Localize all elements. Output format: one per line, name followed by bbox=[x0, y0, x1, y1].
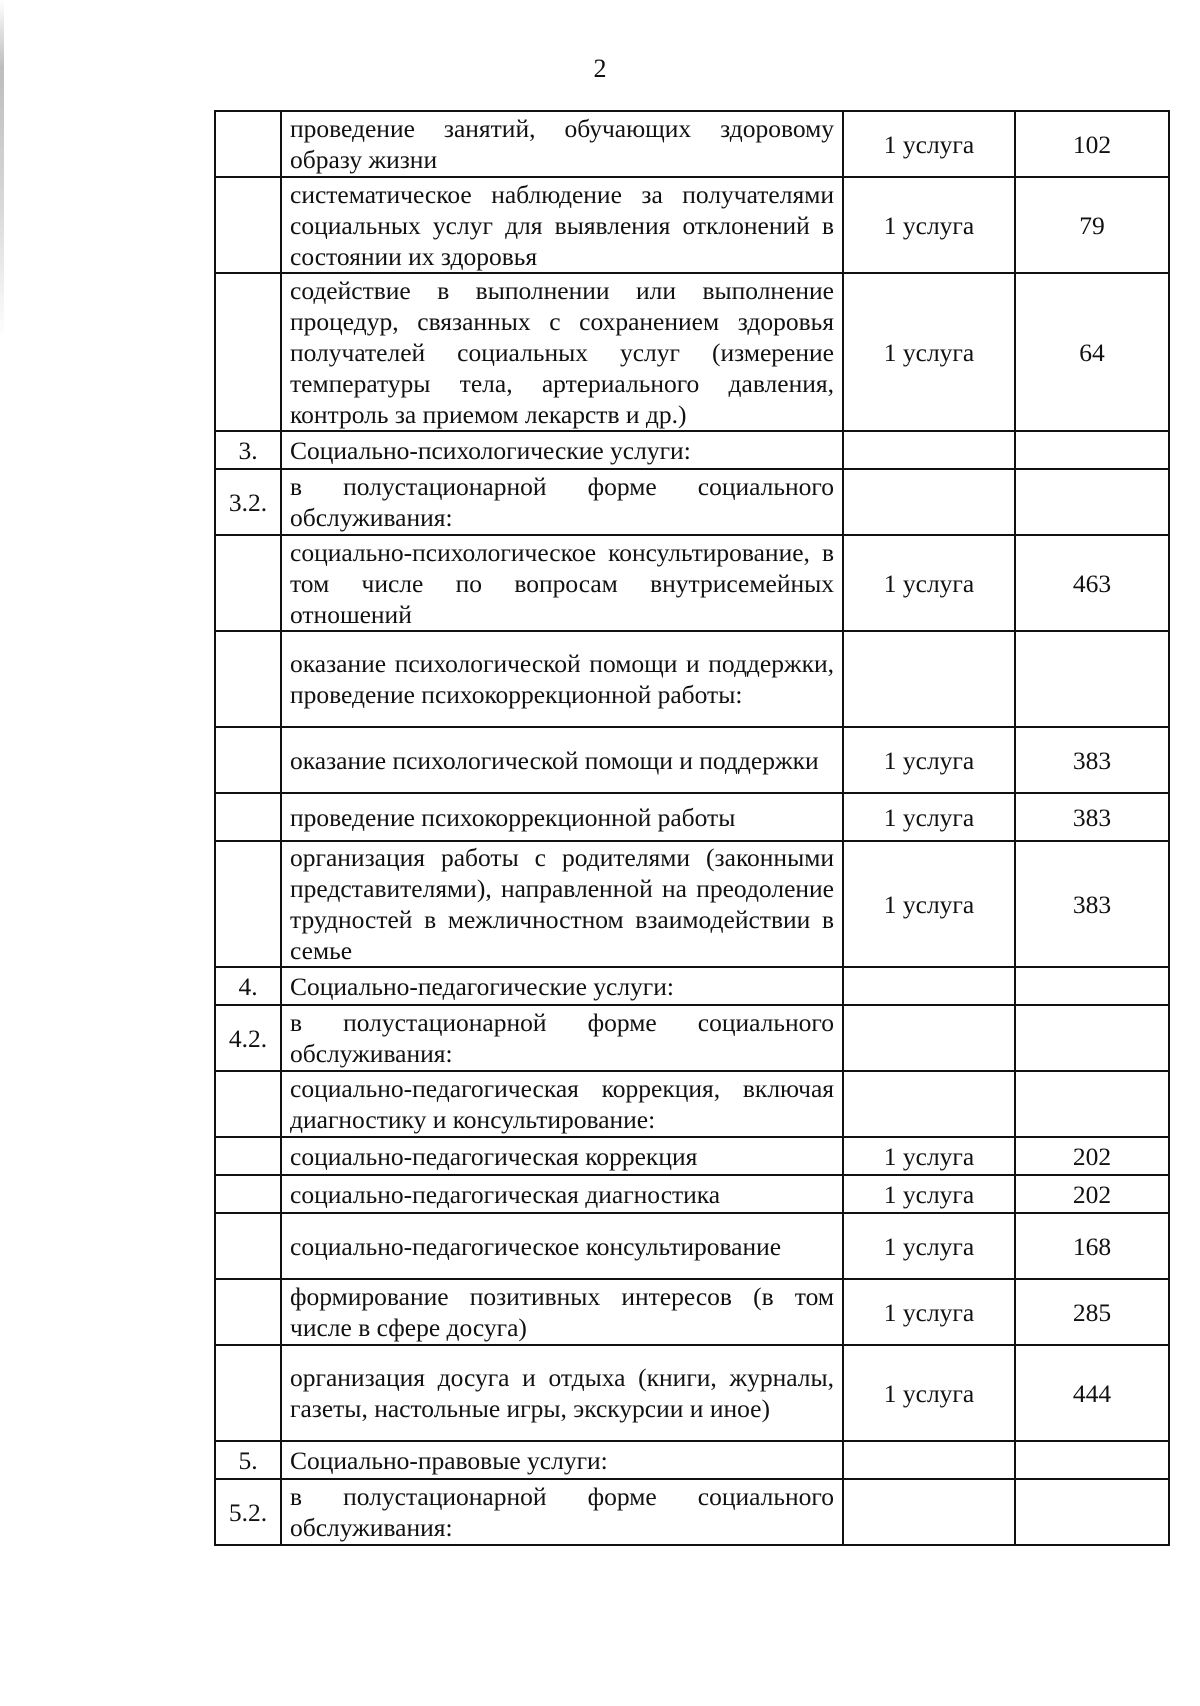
table-row bbox=[215, 967, 1169, 1005]
table-row bbox=[215, 469, 1169, 535]
table-row bbox=[215, 1279, 1169, 1345]
scan-edge-artifact bbox=[0, 0, 4, 340]
price-cell bbox=[1015, 1071, 1169, 1137]
row-number-cell bbox=[215, 1279, 281, 1345]
price-cell: 79 bbox=[1015, 177, 1169, 273]
service-description-cell: проведение психокоррекционной работы bbox=[281, 793, 843, 841]
service-description-cell: Социально-педагогические услуги: bbox=[281, 967, 843, 1005]
unit-cell: 1 услуга bbox=[843, 177, 1015, 273]
unit-cell: 1 услуга bbox=[843, 1175, 1015, 1213]
price-cell: 383 bbox=[1015, 841, 1169, 967]
price-cell bbox=[1015, 1005, 1169, 1071]
table-row bbox=[215, 177, 1169, 273]
price-cell: 202 bbox=[1015, 1137, 1169, 1175]
service-description-cell: социально-педагогическая диагностика bbox=[281, 1175, 843, 1213]
service-description-cell: проведение занятий, обучающих здоровому образу жизни bbox=[281, 111, 843, 177]
row-number-cell bbox=[215, 793, 281, 841]
table-row bbox=[215, 111, 1169, 177]
table-row bbox=[215, 1213, 1169, 1279]
unit-cell: 1 услуга bbox=[843, 793, 1015, 841]
unit-cell: 1 услуга bbox=[843, 273, 1015, 431]
price-cell: 383 bbox=[1015, 793, 1169, 841]
row-number-cell: 4.2. bbox=[215, 1005, 281, 1071]
service-description-cell: формирование позитивных интересов (в том числе в сфере досуга) bbox=[281, 1279, 843, 1345]
table-row bbox=[215, 1071, 1169, 1137]
row-number-cell bbox=[215, 1071, 281, 1137]
row-number-cell: 5. bbox=[215, 1441, 281, 1479]
price-cell bbox=[1015, 967, 1169, 1005]
service-description-cell: организация работы с родителями (законными представителями), направленной на преодоление трудностей в межличностном взаимодействии в семье bbox=[281, 841, 843, 967]
table-row bbox=[215, 1345, 1169, 1441]
table-row bbox=[215, 631, 1169, 727]
row-number-cell: 5.2. bbox=[215, 1479, 281, 1545]
row-number-cell bbox=[215, 177, 281, 273]
unit-cell bbox=[843, 1479, 1015, 1545]
price-cell bbox=[1015, 431, 1169, 469]
unit-cell bbox=[843, 967, 1015, 1005]
service-description-cell: Социально-правовые услуги: bbox=[281, 1441, 843, 1479]
unit-cell: 1 услуга bbox=[843, 841, 1015, 967]
service-description-cell: в полустационарной форме социального обслуживания: bbox=[281, 1005, 843, 1071]
row-number-cell bbox=[215, 1137, 281, 1175]
unit-cell bbox=[843, 631, 1015, 727]
price-cell: 168 bbox=[1015, 1213, 1169, 1279]
page-number: 2 bbox=[593, 54, 607, 83]
unit-cell: 1 услуга bbox=[843, 1279, 1015, 1345]
row-number-cell bbox=[215, 841, 281, 967]
table-row bbox=[215, 535, 1169, 631]
table-row bbox=[215, 1441, 1169, 1479]
price-cell: 64 bbox=[1015, 273, 1169, 431]
price-cell bbox=[1015, 631, 1169, 727]
unit-cell bbox=[843, 1071, 1015, 1137]
unit-cell bbox=[843, 1005, 1015, 1071]
price-cell bbox=[1015, 469, 1169, 535]
price-cell: 444 bbox=[1015, 1345, 1169, 1441]
row-number-cell bbox=[215, 1213, 281, 1279]
row-number-cell: 4. bbox=[215, 967, 281, 1005]
table-row bbox=[215, 431, 1169, 469]
service-description-cell: содействие в выполнении или выполнение процедур, связанных с сохранением здоровья получателей социальных услуг (измерение температуры тела, артериального давления, контроль за приемом лекарств и др.) bbox=[281, 273, 843, 431]
price-cell: 202 bbox=[1015, 1175, 1169, 1213]
table-row bbox=[215, 1175, 1169, 1213]
unit-cell: 1 услуга bbox=[843, 1213, 1015, 1279]
table-row bbox=[215, 841, 1169, 967]
row-number-cell bbox=[215, 535, 281, 631]
service-description-cell: Социально-психологические услуги: bbox=[281, 431, 843, 469]
price-cell bbox=[1015, 1441, 1169, 1479]
row-number-cell: 3. bbox=[215, 431, 281, 469]
row-number-cell bbox=[215, 1345, 281, 1441]
table-body bbox=[215, 111, 1169, 1545]
unit-cell: 1 услуга bbox=[843, 1345, 1015, 1441]
price-cell: 285 bbox=[1015, 1279, 1169, 1345]
service-description-cell: оказание психологической помощи и поддержки bbox=[281, 727, 843, 793]
unit-cell: 1 услуга bbox=[843, 727, 1015, 793]
table-row bbox=[215, 1479, 1169, 1545]
price-cell: 463 bbox=[1015, 535, 1169, 631]
service-description-cell: в полустационарной форме социального обслуживания: bbox=[281, 469, 843, 535]
table-row bbox=[215, 1137, 1169, 1175]
row-number-cell bbox=[215, 1175, 281, 1213]
unit-cell bbox=[843, 469, 1015, 535]
unit-cell: 1 услуга bbox=[843, 535, 1015, 631]
service-description-cell: социально-психологическое консультирование, в том числе по вопросам внутрисемейных отношений bbox=[281, 535, 843, 631]
unit-cell bbox=[843, 1441, 1015, 1479]
services-tariff-table bbox=[214, 110, 1170, 1546]
price-cell bbox=[1015, 1479, 1169, 1545]
unit-cell bbox=[843, 431, 1015, 469]
row-number-cell bbox=[215, 727, 281, 793]
price-cell: 102 bbox=[1015, 111, 1169, 177]
service-description-cell: оказание психологической помощи и поддержки, проведение психокоррекционной работы: bbox=[281, 631, 843, 727]
table-row bbox=[215, 727, 1169, 793]
row-number-cell bbox=[215, 631, 281, 727]
service-description-cell: социально-педагогическое консультирование bbox=[281, 1213, 843, 1279]
service-description-cell: систематическое наблюдение за получателями социальных услуг для выявления отклонений в состоянии их здоровья bbox=[281, 177, 843, 273]
table-row bbox=[215, 793, 1169, 841]
table-row bbox=[215, 1005, 1169, 1071]
unit-cell: 1 услуга bbox=[843, 111, 1015, 177]
service-description-cell: организация досуга и отдыха (книги, журналы, газеты, настольные игры, экскурсии и иное) bbox=[281, 1345, 843, 1441]
price-cell: 383 bbox=[1015, 727, 1169, 793]
unit-cell: 1 услуга bbox=[843, 1137, 1015, 1175]
row-number-cell: 3.2. bbox=[215, 469, 281, 535]
row-number-cell bbox=[215, 111, 281, 177]
service-description-cell: в полустационарной форме социального обслуживания: bbox=[281, 1479, 843, 1545]
table-row bbox=[215, 273, 1169, 431]
service-description-cell: социально-педагогическая коррекция, включая диагностику и консультирование: bbox=[281, 1071, 843, 1137]
row-number-cell bbox=[215, 273, 281, 431]
service-description-cell: социально-педагогическая коррекция bbox=[281, 1137, 843, 1175]
